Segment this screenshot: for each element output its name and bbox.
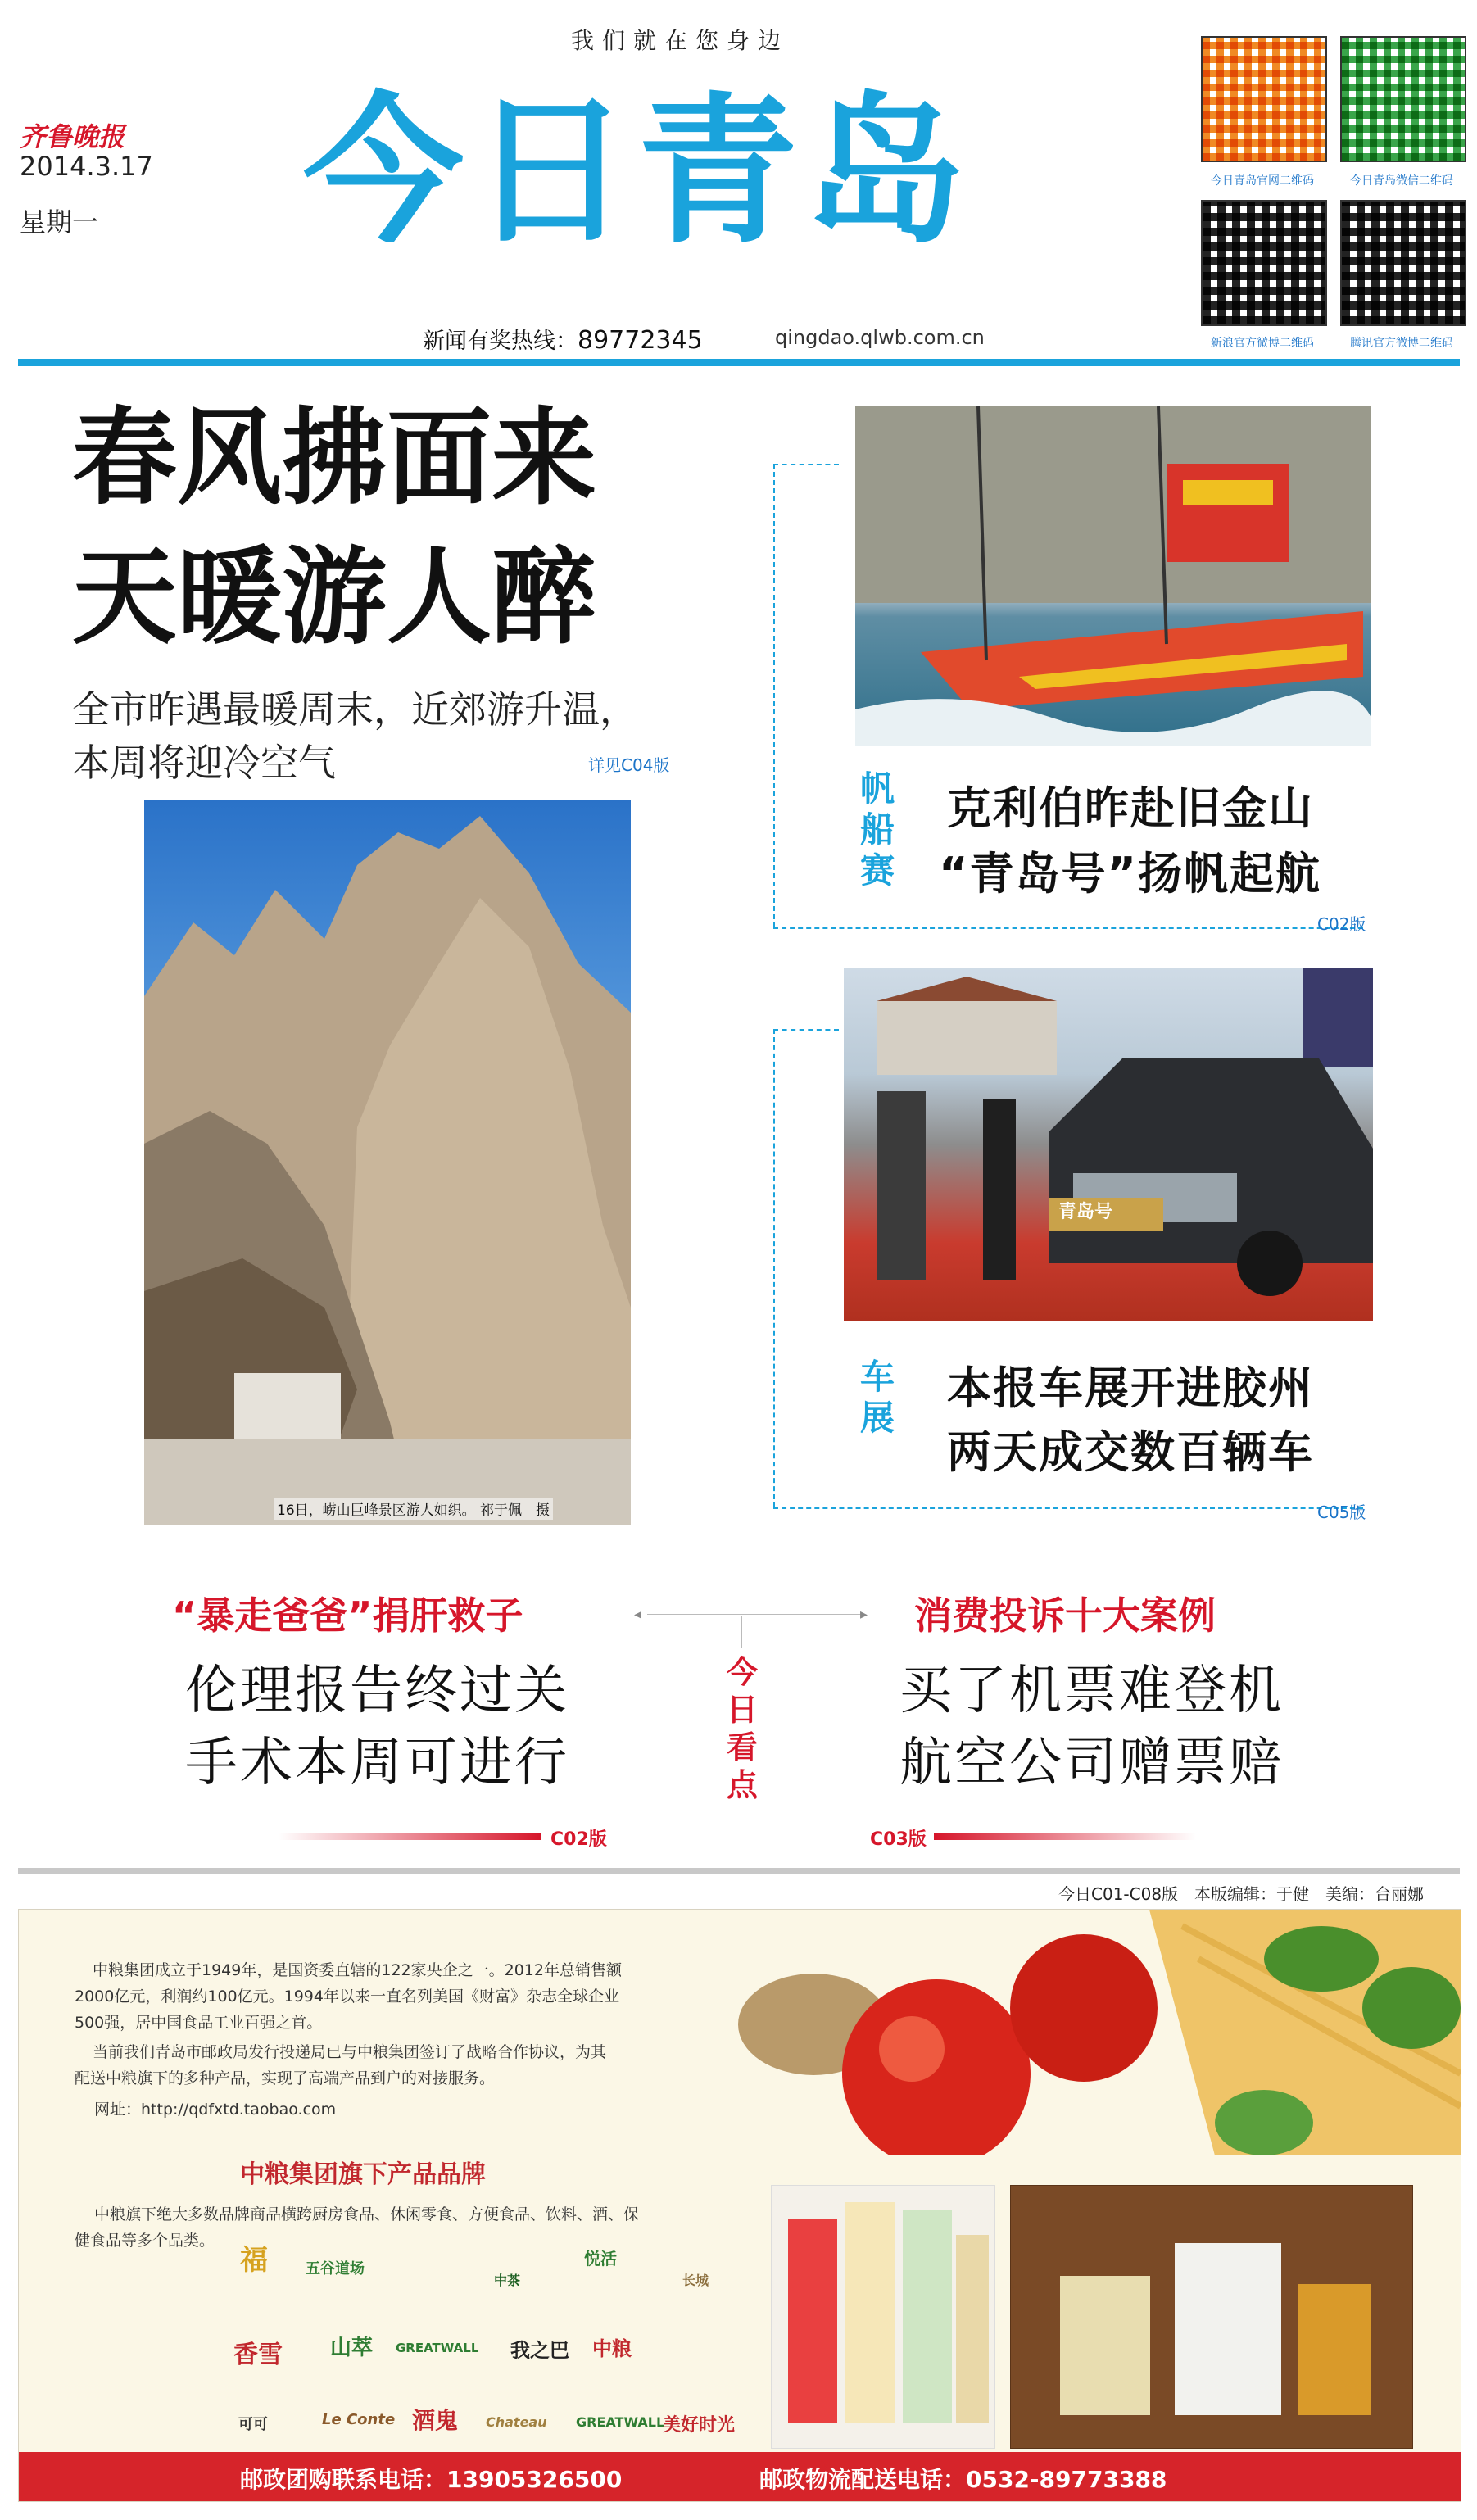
brand-logo: 五谷道场 xyxy=(306,2260,365,2278)
car-bracket-side xyxy=(773,1029,775,1507)
issue-date: 2014.3.17 xyxy=(20,151,153,182)
brand-logo: 可可 xyxy=(238,2416,268,2433)
highlight-right-underline xyxy=(934,1833,1196,1840)
highlight-right-title[interactable]: 消费投诉十大案例 xyxy=(914,1593,1216,1638)
car-bracket-top xyxy=(773,1029,839,1031)
highlight-right-line1[interactable]: 买了机票难登机 xyxy=(899,1661,1284,1721)
ad-panel xyxy=(18,1909,1461,2502)
carshow-headline-1[interactable]: 本报车展开进胶州 xyxy=(947,1362,1314,1414)
brand-logo: Le Conte xyxy=(322,2411,396,2428)
masthead-title: 今日青岛 xyxy=(303,79,972,265)
qr-label: 新浪官方微博二维码 xyxy=(1211,337,1314,350)
contact-delivery[interactable]: 邮政物流配送电话：0532-89773388 xyxy=(759,2466,1167,2493)
website-url[interactable]: qingdao.qlwb.com.cn xyxy=(775,326,985,349)
brand-logo: 我之巴 xyxy=(510,2339,569,2362)
highlight-left-underline xyxy=(279,1833,541,1840)
lead-headline-1[interactable]: 春风拂面来 xyxy=(72,397,597,519)
hotline-label: 新闻有奖热线： xyxy=(423,329,578,354)
slogan: 我们就在您身边 xyxy=(570,27,789,54)
mountain-photo xyxy=(144,800,631,1525)
brand-logo: 香雪 xyxy=(233,2341,283,2369)
ad-intro-5: 配送中粮旗下的多种产品，实现了高端产品到户的对接服务。 xyxy=(75,2069,496,2087)
lead-subhead-1: 全市昨遇最暖周末，近郊游升温， xyxy=(72,687,637,732)
brand-logo: 悦活 xyxy=(584,2249,617,2268)
lead-headline-2[interactable]: 天暖游人醉 xyxy=(72,537,597,659)
ad-intro-1: 中粮集团成立于1949年，是国资委直辖的122家央企之一。2012年总销售额 xyxy=(93,1961,622,1979)
brand-logo: GREATWALL xyxy=(396,2341,479,2355)
sailing-bracket-side xyxy=(773,464,775,927)
food-illustration xyxy=(691,1910,1461,2155)
carshow-headline-2[interactable]: 两天成交数百辆车 xyxy=(947,1426,1314,1478)
brand-logo: 山萃 xyxy=(330,2336,374,2360)
sailing-bracket-top xyxy=(773,464,839,465)
product-photo-2 xyxy=(1010,2185,1413,2449)
carshow-page-ref[interactable]: C05版 xyxy=(1317,1502,1366,1522)
sailing-headline-2[interactable]: “青岛号”扬帆起航 xyxy=(939,848,1321,900)
qr-grid xyxy=(1193,36,1471,356)
arrow-left-icon: ◂ xyxy=(634,1606,642,1623)
qr-label: 今日青岛官网二维码 xyxy=(1211,174,1314,188)
photo-caption: 16日，崂山巨峰景区游人如织。 祁于佩 摄 xyxy=(274,1498,553,1520)
sailing-page-ref[interactable]: C02版 xyxy=(1317,914,1366,934)
sailing-photo xyxy=(855,406,1371,746)
highlight-connector-line xyxy=(647,1614,862,1615)
highlight-left-title[interactable]: “暴走爸爸”捐肝救子 xyxy=(172,1593,523,1638)
lead-subhead-2: 本周将迎冷空气 xyxy=(72,741,336,785)
wechat-qr-icon[interactable] xyxy=(1340,36,1466,162)
hotline-number: 89772345 xyxy=(578,326,703,355)
tencent-weibo-qr-icon[interactable] xyxy=(1340,200,1466,326)
mountain-illustration xyxy=(144,800,631,1525)
paper-name-logo: 齐鲁晚报 xyxy=(20,121,125,152)
contact-bar xyxy=(19,2452,1461,2501)
ad-url[interactable]: 网址：http://qdfxtd.taobao.com xyxy=(94,2101,337,2119)
car-bracket-bottom xyxy=(773,1507,1363,1509)
sailboat-illustration xyxy=(855,406,1371,746)
ad-brand-desc-1: 中粮旗下绝大多数品牌商品横跨厨房食品、休闲零食、方便食品、饮料、酒、保 xyxy=(94,2205,640,2223)
highlight-left-line2[interactable]: 手术本周可进行 xyxy=(185,1733,569,1793)
brand-logo: 中茶 xyxy=(494,2273,521,2288)
issue-weekday: 星期一 xyxy=(20,206,99,238)
sina-weibo-qr-icon[interactable] xyxy=(1201,200,1327,326)
qr-label: 今日青岛微信二维码 xyxy=(1350,174,1453,188)
highlight-right-line2[interactable]: 航空公司赠票赔 xyxy=(899,1733,1284,1793)
sailing-headline-1[interactable]: 克利伯昨赴旧金山 xyxy=(947,782,1314,834)
ad-intro-3: 500强，居中国食品工业百强之首。 xyxy=(75,2014,323,2032)
masthead-divider xyxy=(18,359,1460,366)
brand-logo: Chateau xyxy=(486,2414,547,2430)
carshow-tag: 车展 xyxy=(859,1357,895,1438)
today-highlights-label: 今日看点 xyxy=(726,1654,758,1803)
lead-page-ref[interactable]: 详见C04版 xyxy=(588,755,670,775)
official-site-qr-icon[interactable] xyxy=(1201,36,1327,162)
ad-intro-4: 当前我们青岛市邮政局发行投递局已与中粮集团签订了战略合作协议，为其 xyxy=(93,2043,607,2061)
highlight-left-page-ref[interactable]: C02版 xyxy=(550,1829,607,1850)
arrow-right-icon: ▸ xyxy=(860,1606,868,1623)
highlight-left-line1[interactable]: 伦理报告终过关 xyxy=(185,1661,569,1721)
brand-logo: 美好时光 xyxy=(663,2415,736,2436)
brand-logo: 福 xyxy=(240,2244,268,2277)
brand-logo: 中粮 xyxy=(592,2337,632,2360)
ad-intro-2: 2000亿元，利润约100亿元。1994年以来一直名列美国《财富》杂志全球企业 xyxy=(75,1987,619,2006)
car-plate-text: 青岛号 xyxy=(1058,1202,1113,1222)
carshow-photo xyxy=(844,968,1373,1321)
qr-label: 腾讯官方微博二维码 xyxy=(1350,337,1453,350)
highlight-center-vline xyxy=(741,1616,742,1648)
highlight-right-page-ref[interactable]: C03版 xyxy=(870,1829,927,1850)
car-illustration xyxy=(844,968,1373,1321)
brand-logo: 长城 xyxy=(682,2273,709,2288)
hotline xyxy=(423,323,703,355)
contact-group-purchase[interactable]: 邮政团购联系电话：13905326500 xyxy=(240,2466,623,2493)
footer-credit: 今日C01-C08版 本版编辑：于健 美编：台丽娜 xyxy=(1058,1884,1425,1904)
ad-brand-desc-2: 健食品等多个品类。 xyxy=(75,2232,215,2250)
brand-logo: 酒鬼 xyxy=(412,2407,459,2434)
sailing-bracket-bottom xyxy=(773,927,1363,929)
sailing-tag: 帆船赛 xyxy=(859,768,895,891)
grey-divider xyxy=(18,1868,1460,1874)
brand-logo: GREATWALL xyxy=(576,2414,665,2430)
product-photo-1 xyxy=(771,2185,995,2449)
ad-brand-heading: 中粮集团旗下产品品牌 xyxy=(240,2160,486,2189)
